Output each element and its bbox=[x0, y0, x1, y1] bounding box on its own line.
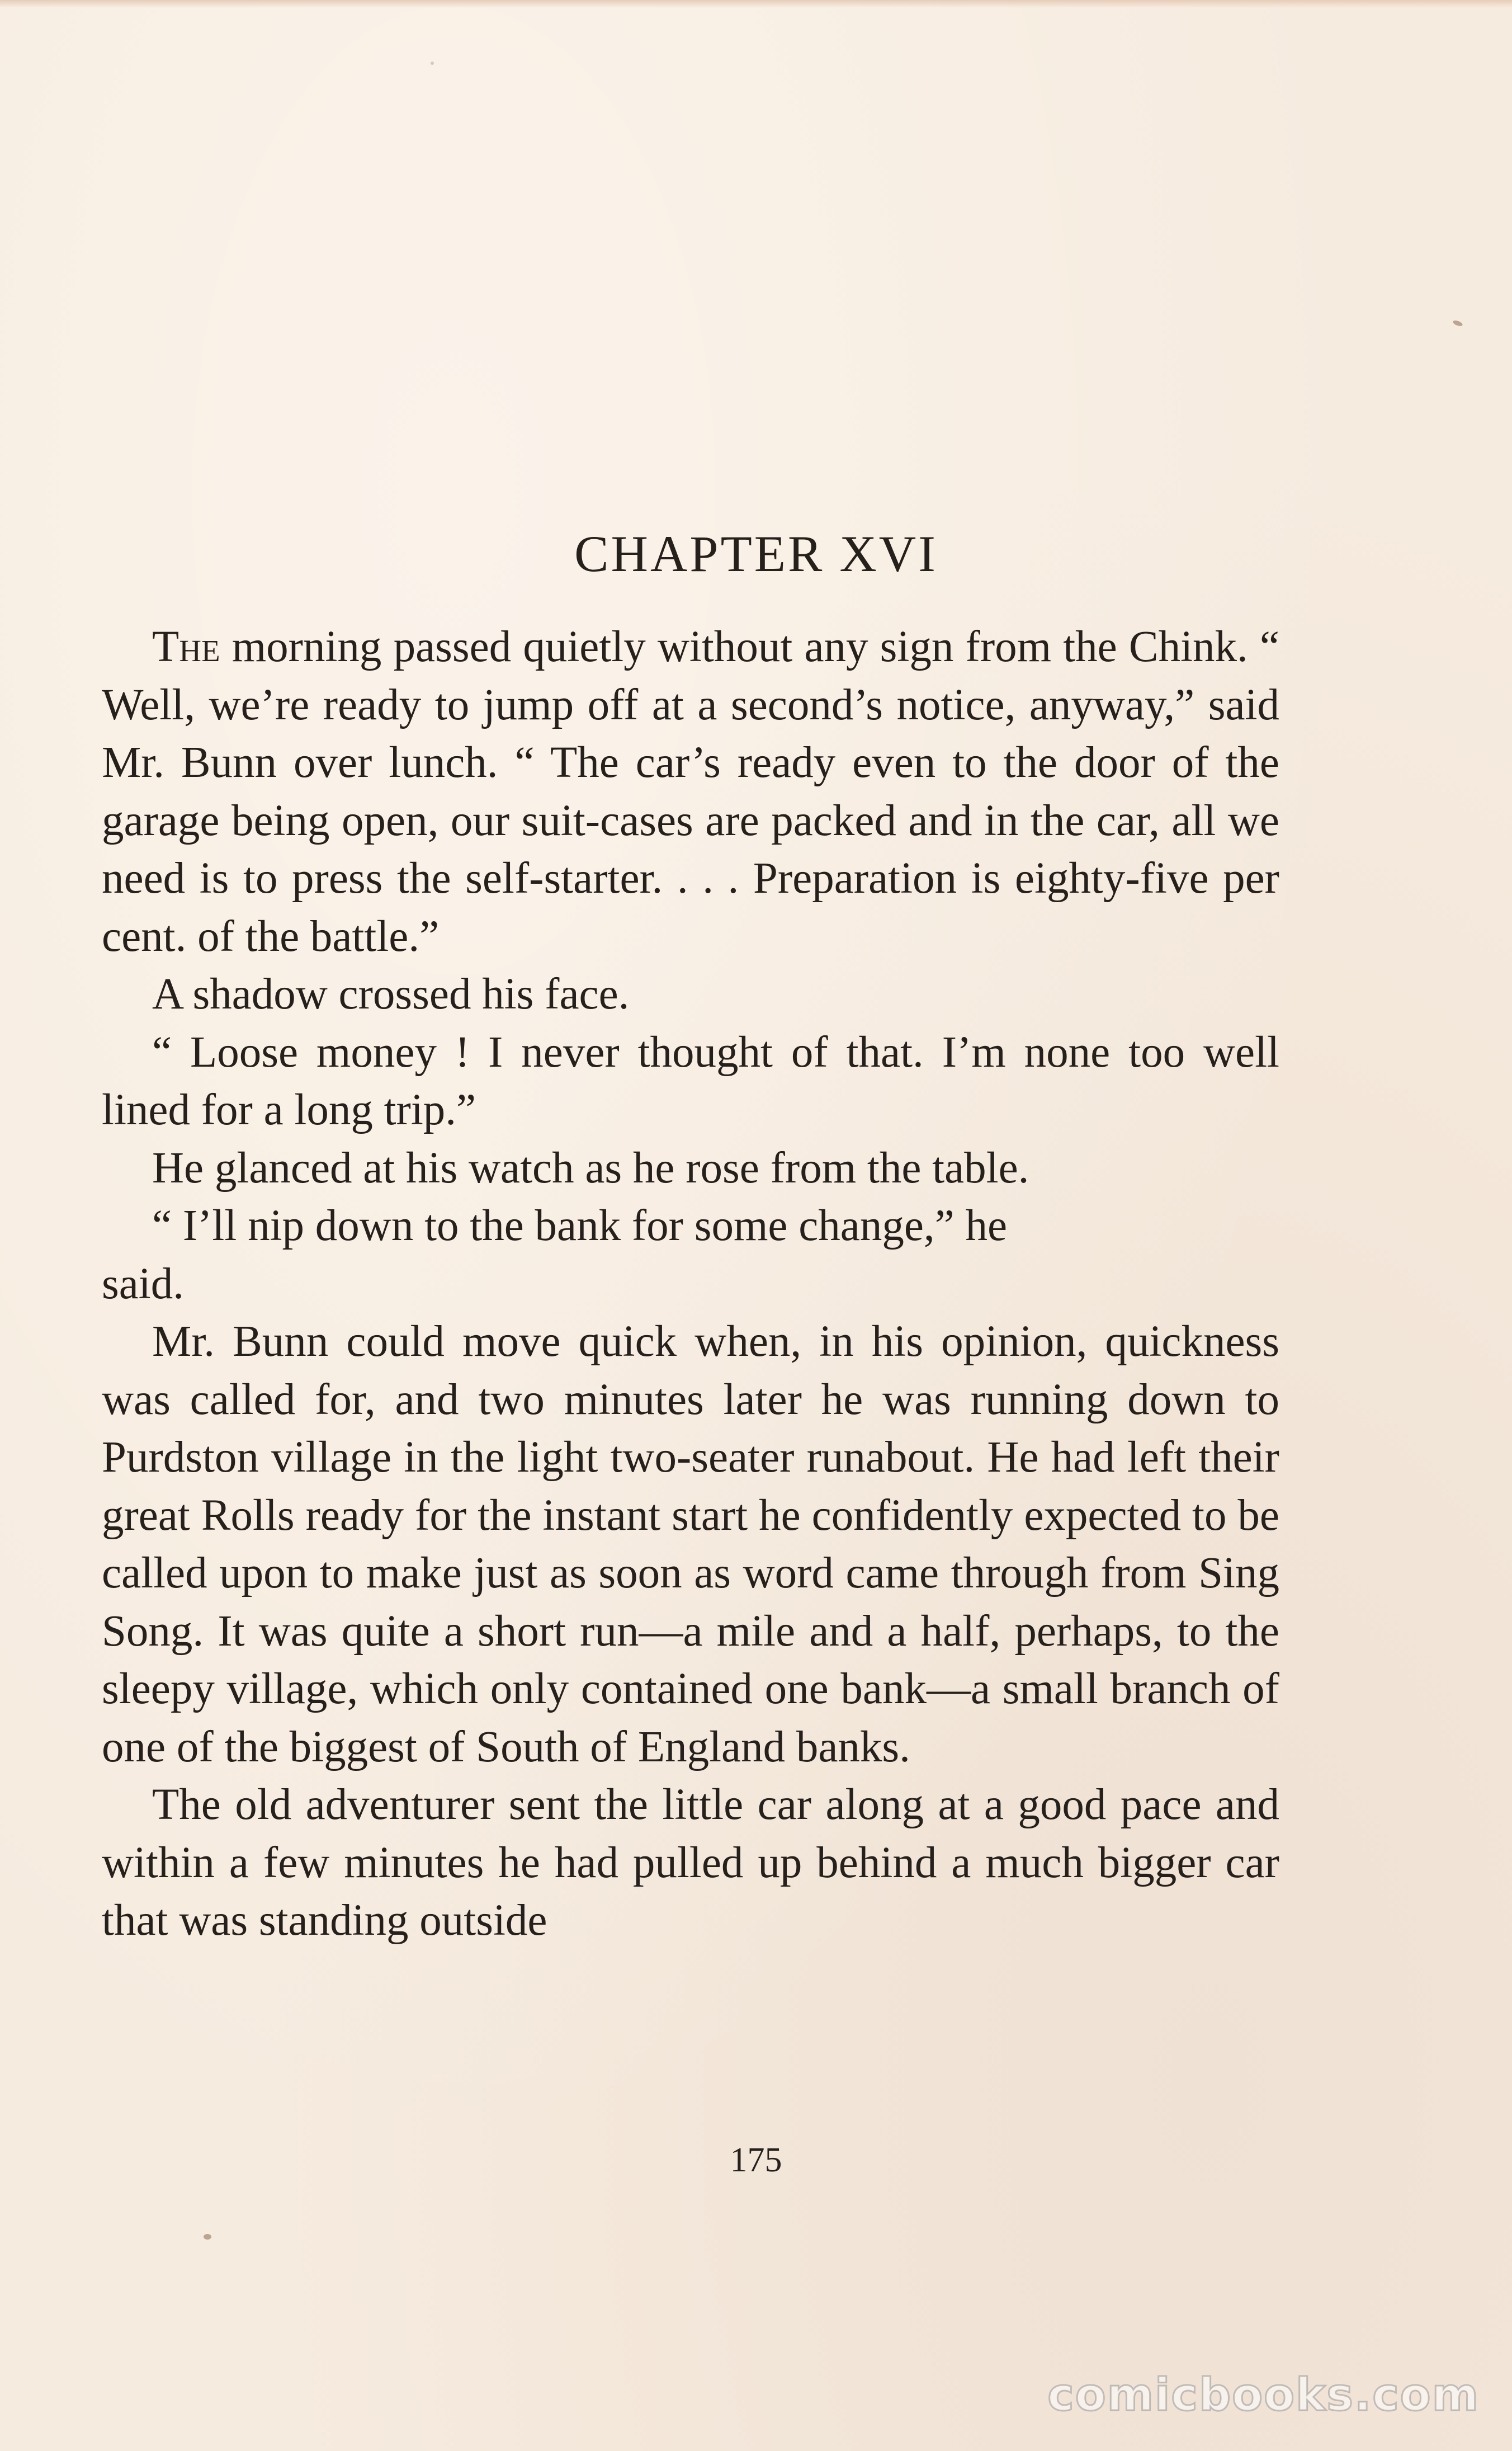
paragraph: said. bbox=[102, 1259, 185, 1308]
paragraph: The old adventurer sent the little car along at a good pace and within a few minutes he had pulled up behind a much bigger car that was standing outside bbox=[102, 1780, 1279, 1945]
paragraph-lead-word: The bbox=[152, 623, 220, 671]
page-top-edge bbox=[0, 0, 1512, 8]
chapter-title: CHAPTER XVI bbox=[574, 525, 938, 582]
paragraph bbox=[102, 618, 1279, 965]
paragraph: Mr. Bunn could move quick when, in his opinion, quickness was called for, and two minutes later he was running down to Purdston village in the light two-seater runabout. He had left their great Rolls ready for the instant start he confidently expected to be called upon to make just as soon as word came through from Sing Song. It was quite a short run—a mile and a half, perhaps, to the sleepy village, which only contained one bank—a small branch of one of the biggest of South of England banks. bbox=[102, 1317, 1279, 1771]
paragraph: He glanced at his watch as he rose from the table. bbox=[152, 1143, 1029, 1192]
paper-speck bbox=[204, 2234, 211, 2240]
chapter-body bbox=[102, 618, 1279, 1950]
page-number: 175 bbox=[730, 2141, 782, 2179]
paragraph-text: morning passed quietly without any sign from the Chink. “ Well, we’re ready to jump off at a second’s notice, anyway,” said Mr. Bunn over lunch. “ The car’s ready even to the door of the garage being open, our suit-cases are packed and in the car, all we need is to press the self-starter. . . . Preparation is eighty-five per cent. of the battle.” bbox=[102, 623, 1279, 961]
paragraph: A shadow crossed his face. bbox=[152, 970, 630, 1019]
paper-speck bbox=[431, 62, 434, 65]
paragraph: “ Loose money ! I never thought of that. I’m none too well lined for a long trip.” bbox=[102, 1027, 1279, 1134]
watermark-logo: comicbooks.com bbox=[1047, 2369, 1480, 2421]
paragraph: “ I’ll nip down to the bank for some change,” he bbox=[152, 1201, 1008, 1250]
